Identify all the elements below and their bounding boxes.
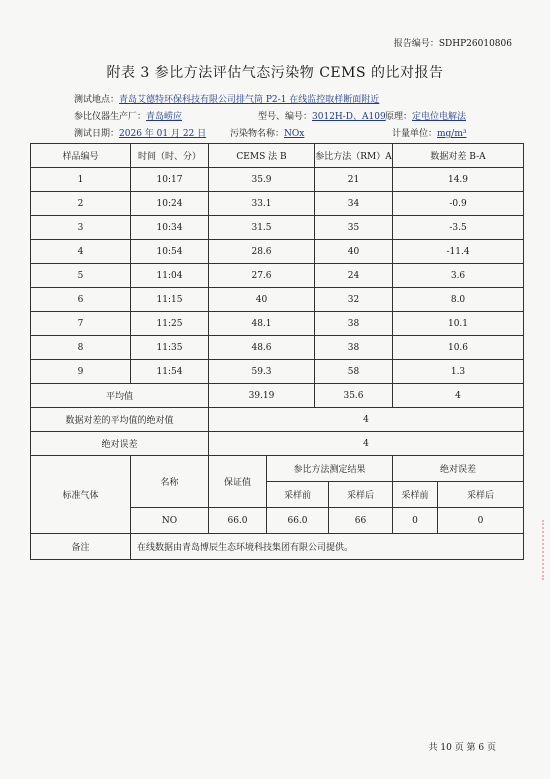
pollutant-label: 污染物名称： bbox=[230, 129, 285, 139]
table-cell: 3.6 bbox=[393, 264, 524, 288]
gas-name: NO bbox=[131, 508, 209, 534]
table-cell: 40 bbox=[209, 288, 315, 312]
table-cell: -11.4 bbox=[393, 240, 524, 264]
table-cell: 1.3 bbox=[393, 360, 524, 384]
avg-rm: 35.6 bbox=[315, 384, 393, 408]
abs-err-value: 4 bbox=[209, 432, 524, 456]
abs-avg-row bbox=[31, 408, 524, 432]
table-row bbox=[31, 168, 524, 192]
name-label: 名称 bbox=[131, 456, 209, 508]
cert-label: 保证值 bbox=[209, 456, 267, 508]
table-cell: 11:54 bbox=[131, 360, 209, 384]
table-cell: 10:24 bbox=[131, 192, 209, 216]
table-row bbox=[31, 312, 524, 336]
report-number: 报告编号：SDHP26010806 bbox=[393, 39, 512, 49]
std-gas-label: 标准气体 bbox=[31, 456, 131, 534]
table-cell: 32 bbox=[315, 288, 393, 312]
date-value: 2026 年 01 月 22 日 bbox=[119, 129, 207, 139]
table-cell: 33.1 bbox=[209, 192, 315, 216]
gas-after: 66 bbox=[329, 508, 393, 534]
table-cell: 10.6 bbox=[393, 336, 524, 360]
site-label: 测试地点： bbox=[74, 95, 120, 105]
principle-line bbox=[385, 109, 466, 122]
table-row bbox=[31, 360, 524, 384]
before-label: 采样前 bbox=[267, 482, 329, 508]
table-cell: 10:54 bbox=[131, 240, 209, 264]
table-cell: 10:17 bbox=[131, 168, 209, 192]
table-cell: 10.1 bbox=[393, 312, 524, 336]
table-row bbox=[31, 216, 524, 240]
gas-cert: 66.0 bbox=[209, 508, 267, 534]
table-cell: 31.5 bbox=[209, 216, 315, 240]
remark-value: 在线数据由青岛博辰生态环境科技集团有限公司提供。 bbox=[131, 534, 524, 560]
table-row bbox=[31, 264, 524, 288]
table-cell: -3.5 bbox=[393, 216, 524, 240]
abs-err-row bbox=[31, 432, 524, 456]
unit-label: 计量单位： bbox=[392, 129, 438, 139]
table-cell: 3 bbox=[31, 216, 131, 240]
after-label-2: 采样后 bbox=[438, 482, 524, 508]
header-cell: 样品编号 bbox=[31, 144, 131, 168]
table-cell: 4 bbox=[31, 240, 131, 264]
site-value: 青岛艾德特环保科技有限公司排气筒 P2-1 在线监控取样断面附近 bbox=[119, 95, 380, 105]
header-cell: CEMS 法 B bbox=[209, 144, 315, 168]
seal-edge bbox=[542, 520, 550, 580]
abs-err-label2: 绝对误差 bbox=[393, 456, 524, 482]
table-cell: 2 bbox=[31, 192, 131, 216]
table-cell: 34 bbox=[315, 192, 393, 216]
std-gas-header-row bbox=[31, 456, 524, 482]
page-footer: 共 10 页 第 6 页 bbox=[428, 743, 496, 753]
abs-avg-value: 4 bbox=[209, 408, 524, 432]
table-cell: 38 bbox=[315, 336, 393, 360]
unit-line bbox=[392, 126, 467, 139]
table-cell: 14.9 bbox=[393, 168, 524, 192]
model-label: 型号、编号： bbox=[258, 112, 313, 122]
table-cell: 11:04 bbox=[131, 264, 209, 288]
principle-label: 原理： bbox=[385, 112, 413, 122]
date-line bbox=[74, 126, 206, 139]
remark-label: 备注 bbox=[31, 534, 131, 560]
page-title: 附表 3 参比方法评估气态污染物 CEMS 的比对报告 bbox=[106, 65, 444, 81]
avg-label: 平均值 bbox=[31, 384, 209, 408]
table-cell: 5 bbox=[31, 264, 131, 288]
comparison-table bbox=[30, 143, 524, 560]
avg-diff: 4 bbox=[393, 384, 524, 408]
avg-cems: 39.19 bbox=[209, 384, 315, 408]
table-cell: 38 bbox=[315, 312, 393, 336]
header-cell: 参比方法（RM）A bbox=[315, 144, 393, 168]
table-cell: 11:35 bbox=[131, 336, 209, 360]
table-row bbox=[31, 336, 524, 360]
table-cell: 6 bbox=[31, 288, 131, 312]
table-cell: 11:15 bbox=[131, 288, 209, 312]
table-cell: 58 bbox=[315, 360, 393, 384]
header-cell: 时间（时、分） bbox=[131, 144, 209, 168]
table-row bbox=[31, 240, 524, 264]
header-cell: 数据对差 B-A bbox=[393, 144, 524, 168]
table-header-row bbox=[31, 144, 524, 168]
after-label: 采样后 bbox=[329, 482, 393, 508]
table-cell: 11:25 bbox=[131, 312, 209, 336]
principle-value: 定电位电解法 bbox=[412, 112, 467, 122]
table-cell: 21 bbox=[315, 168, 393, 192]
err-after: 0 bbox=[438, 508, 524, 534]
model-value: 3012H-D、A109 bbox=[312, 112, 386, 122]
table-cell: -0.9 bbox=[393, 192, 524, 216]
table-cell: 28.6 bbox=[209, 240, 315, 264]
before-label-2: 采样前 bbox=[393, 482, 438, 508]
ref-result-label: 参比方法测定结果 bbox=[267, 456, 393, 482]
maker-label: 参比仪器生产厂： bbox=[74, 112, 147, 122]
table-cell: 8 bbox=[31, 336, 131, 360]
maker-line bbox=[74, 109, 182, 122]
model-line bbox=[258, 109, 386, 122]
table-cell: 7 bbox=[31, 312, 131, 336]
table-row bbox=[31, 288, 524, 312]
table-cell: 59.3 bbox=[209, 360, 315, 384]
abs-err-label: 绝对误差 bbox=[31, 432, 209, 456]
maker-value: 青岛崂应 bbox=[146, 112, 183, 122]
table-cell: 9 bbox=[31, 360, 131, 384]
table-cell: 40 bbox=[315, 240, 393, 264]
date-label: 测试日期： bbox=[74, 129, 120, 139]
pollutant-line bbox=[230, 126, 304, 139]
table-cell: 27.6 bbox=[209, 264, 315, 288]
unit-value: mg/m³ bbox=[437, 129, 467, 139]
err-before: 0 bbox=[393, 508, 438, 534]
table-row bbox=[31, 192, 524, 216]
pollutant-value: NOx bbox=[284, 129, 305, 139]
table-cell: 1 bbox=[31, 168, 131, 192]
table-cell: 8.0 bbox=[393, 288, 524, 312]
table-cell: 48.1 bbox=[209, 312, 315, 336]
table-cell: 35 bbox=[315, 216, 393, 240]
abs-avg-label: 数据对差的平均值的绝对值 bbox=[31, 408, 209, 432]
remark-row bbox=[31, 534, 524, 560]
table-cell: 24 bbox=[315, 264, 393, 288]
avg-row bbox=[31, 384, 524, 408]
table-cell: 10:34 bbox=[131, 216, 209, 240]
site-line bbox=[74, 92, 379, 105]
table-cell: 48.6 bbox=[209, 336, 315, 360]
table-cell: 35.9 bbox=[209, 168, 315, 192]
gas-before: 66.0 bbox=[267, 508, 329, 534]
